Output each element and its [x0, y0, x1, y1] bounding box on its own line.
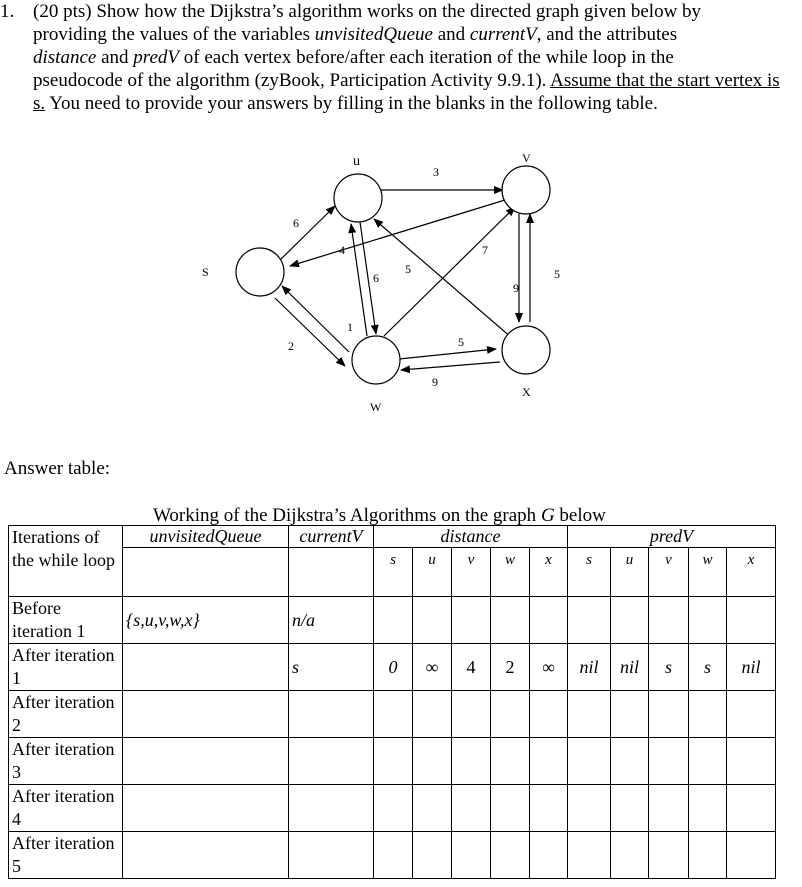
pred-w[interactable] [689, 785, 727, 832]
pred-v[interactable] [649, 738, 689, 785]
pred-x[interactable] [727, 597, 776, 644]
dist-col-s: s [374, 548, 413, 597]
dist-u[interactable] [413, 785, 452, 832]
weight-s-w: 2 [288, 339, 294, 353]
problem-text: of each vertex before/after each iteration of the while loop in the [179, 47, 674, 68]
label-w: W [370, 400, 382, 414]
dist-w[interactable]: 2 [491, 644, 530, 691]
table-title [153, 505, 606, 527]
edge-x-u [374, 219, 512, 338]
weight-w-x: 5 [458, 335, 464, 349]
dist-s[interactable] [374, 691, 413, 738]
problem-line1: (20 pts) Show how the Dijkstra’s algorithm works on the directed graph given below by [33, 1, 702, 22]
weight-u-s: 4 [339, 243, 345, 257]
table-row [9, 691, 776, 738]
header-iterations: Iterations of the while loop [9, 526, 123, 597]
attr-distance: distance [33, 47, 97, 68]
problem-text: , and the attributes [536, 24, 678, 45]
dist-v[interactable] [452, 832, 491, 879]
row-current[interactable]: s [289, 644, 374, 691]
pred-w[interactable] [689, 691, 727, 738]
pred-u[interactable] [611, 785, 649, 832]
weight-x-v: 5 [554, 267, 560, 281]
row-label: After iteration 5 [9, 832, 123, 879]
dist-v[interactable]: 4 [452, 644, 491, 691]
dist-u[interactable] [413, 832, 452, 879]
vertex-u [334, 174, 382, 222]
edge-w-u [351, 224, 367, 336]
pred-s[interactable] [568, 597, 611, 644]
var-current-v: currentV [469, 24, 537, 45]
dist-x[interactable] [530, 832, 568, 879]
weight-u-w: 6 [373, 271, 379, 285]
row-queue[interactable] [123, 738, 289, 785]
problem-text: pseudocode of the algorithm (zyBook, Participation Activity 9.9.1). [33, 70, 547, 91]
pred-u[interactable] [611, 597, 649, 644]
pred-v[interactable] [649, 691, 689, 738]
row-label: After iteration 2 [9, 691, 123, 738]
pred-w[interactable] [689, 738, 727, 785]
row-current[interactable] [289, 785, 374, 832]
pred-col-w: w [689, 548, 727, 597]
dist-s[interactable] [374, 832, 413, 879]
pred-x[interactable] [727, 691, 776, 738]
dist-x[interactable]: ∞ [530, 644, 568, 691]
dist-col-x: x [530, 548, 568, 597]
header-subcols [9, 548, 776, 597]
vertex-x [502, 326, 550, 374]
problem-text: and [432, 24, 470, 45]
dist-s[interactable] [374, 597, 413, 644]
empty-cell [123, 548, 289, 597]
row-queue[interactable] [123, 691, 289, 738]
dist-s[interactable]: 0 [374, 644, 413, 691]
attr-predv: predV [133, 47, 179, 68]
dist-v[interactable] [452, 785, 491, 832]
dist-col-v: v [452, 548, 491, 597]
pred-s[interactable] [568, 832, 611, 879]
pred-col-x: x [727, 548, 776, 597]
var-unvisited-queue: unvisitedQueue [314, 24, 433, 45]
row-label: Before iteration 1 [9, 597, 123, 644]
pred-col-u: u [611, 548, 649, 597]
problem-text: and [96, 47, 134, 68]
pred-w[interactable] [689, 832, 727, 879]
dist-u[interactable]: ∞ [413, 644, 452, 691]
dist-v[interactable] [452, 691, 491, 738]
dist-x[interactable] [530, 691, 568, 738]
problem-number: 1. [0, 1, 15, 22]
weight-w-u: 1 [347, 320, 353, 334]
label-v: V [522, 151, 531, 165]
row-current[interactable] [289, 738, 374, 785]
dist-s[interactable] [374, 785, 413, 832]
weight-w-v: 5 [405, 262, 411, 276]
pred-v[interactable] [649, 785, 689, 832]
problem-text: You need to provide your answers by filling in the blanks in the following table. [45, 93, 658, 114]
dist-w[interactable] [491, 597, 530, 644]
edge-v-s [290, 200, 505, 266]
dist-w[interactable] [491, 691, 530, 738]
pred-x[interactable]: nil [727, 644, 776, 691]
row-queue[interactable] [123, 785, 289, 832]
answer-table [8, 525, 776, 879]
pred-s[interactable]: nil [568, 644, 611, 691]
pred-s[interactable] [568, 738, 611, 785]
table-title-text: below [554, 505, 606, 526]
weight-v-x: 9 [513, 281, 519, 295]
dist-u[interactable] [413, 691, 452, 738]
row-label: After iteration 4 [9, 785, 123, 832]
weight-s-u: 6 [293, 216, 299, 230]
header-unvisited-queue: unvisitedQueue [123, 526, 289, 548]
row-queue[interactable] [123, 832, 289, 879]
header-current-v: currentV [289, 526, 374, 548]
weight-x-u: 7 [482, 243, 488, 257]
table-row [9, 597, 776, 644]
answer-table-label: Answer table: [4, 458, 111, 479]
edge-s-u [278, 206, 335, 262]
pred-u[interactable] [611, 691, 649, 738]
vertex-w [352, 336, 400, 384]
pred-s[interactable] [568, 691, 611, 738]
assumption-text: Assume that the start vertex is s. [33, 70, 780, 114]
pred-s[interactable] [568, 785, 611, 832]
edge-w-v [384, 207, 515, 336]
label-s: S [202, 265, 209, 279]
pred-v[interactable] [649, 597, 689, 644]
pred-x[interactable] [727, 785, 776, 832]
row-label: After iteration 3 [9, 738, 123, 785]
dist-u[interactable] [413, 738, 452, 785]
pred-w[interactable]: s [689, 644, 727, 691]
label-u: u [353, 154, 360, 169]
table-title-text: Working of the Dijkstra’s Algorithms on the graph [153, 505, 541, 526]
edge-x-w [401, 362, 500, 370]
vertex-v [502, 166, 550, 214]
pred-v[interactable]: s [649, 644, 689, 691]
pred-col-v: v [649, 548, 689, 597]
row-label: After iteration 1 [9, 644, 123, 691]
row-queue[interactable]: {s,u,v,w,x} [123, 597, 289, 644]
empty-cell [289, 548, 374, 597]
dist-v[interactable] [452, 597, 491, 644]
pred-x[interactable] [727, 832, 776, 879]
dist-s[interactable] [374, 738, 413, 785]
directed-graph [0, 0, 802, 440]
dist-x[interactable] [530, 597, 568, 644]
dist-col-w: w [491, 548, 530, 597]
problem-text: providing the values of the variables [33, 24, 315, 45]
table-row [9, 644, 776, 691]
dist-w[interactable] [491, 832, 530, 879]
row-current[interactable] [289, 691, 374, 738]
row-current[interactable]: n/a [289, 597, 374, 644]
row-current[interactable] [289, 832, 374, 879]
pred-x[interactable] [727, 738, 776, 785]
dist-x[interactable] [530, 738, 568, 785]
dist-u[interactable] [413, 597, 452, 644]
vertex-s [236, 248, 284, 296]
row-queue[interactable] [123, 644, 289, 691]
table-title-graph: G [540, 505, 555, 526]
pred-w[interactable] [689, 597, 727, 644]
header-distance: distance [374, 526, 568, 548]
pred-u[interactable]: nil [611, 644, 649, 691]
pred-u[interactable] [611, 738, 649, 785]
header-predv: predV [568, 526, 776, 548]
edge-w-x [399, 349, 496, 359]
weight-x-w: 9 [432, 375, 438, 389]
pred-col-s: s [568, 548, 611, 597]
weight-u-v: 3 [433, 165, 439, 179]
dist-v[interactable] [452, 738, 491, 785]
dist-x[interactable] [530, 785, 568, 832]
dist-w[interactable] [491, 785, 530, 832]
table-row [9, 832, 776, 879]
edge-s-w [275, 298, 345, 366]
pred-v[interactable] [649, 832, 689, 879]
table-row [9, 785, 776, 832]
dist-col-u: u [413, 548, 452, 597]
pred-u[interactable] [611, 832, 649, 879]
table-row [9, 738, 776, 785]
dist-w[interactable] [491, 738, 530, 785]
label-x: X [522, 385, 531, 399]
